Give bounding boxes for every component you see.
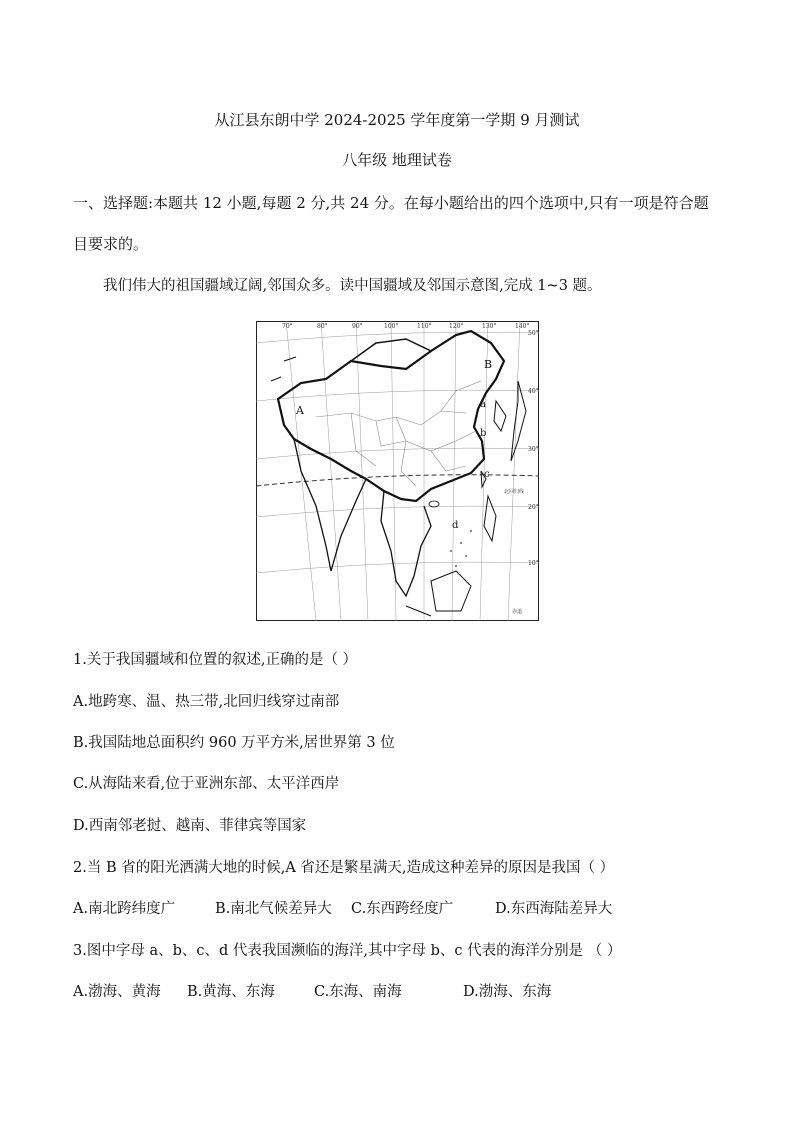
map-letter-b: b	[480, 428, 487, 439]
equator-label: 赤道	[512, 609, 523, 615]
question-1-option-a[interactable]: A.地跨寒、温、热三带,北回归线穿过南部	[73, 694, 340, 710]
map-letter-B: B	[484, 358, 493, 371]
question-1-option-d[interactable]: D.西南邻老挝、越南、菲律宾等国家	[73, 818, 307, 834]
question-3-option-c[interactable]: C.东海、南海	[314, 984, 402, 1000]
question-2-option-a[interactable]: A.南北跨纬度广	[73, 901, 176, 917]
lon-label: 140°	[515, 323, 530, 330]
lon-label: 120°	[449, 323, 464, 330]
china-territory-map	[256, 321, 539, 621]
lon-label: 130°	[482, 323, 497, 330]
lon-label: 70°	[282, 323, 293, 330]
lat-label: 20°	[528, 504, 539, 511]
question-2-stem: 2.当 B 省的阳光洒满大地的时候,A 省还是繁星满天,造成这种差异的原因是我国（ ）	[73, 860, 615, 876]
lat-label: 50°	[528, 330, 539, 337]
question-2-option-c[interactable]: C.东西跨经度广	[351, 901, 454, 917]
question-group-intro: 我们伟大的祖国疆域辽阔,邻国众多。读中国疆域及邻国示意图,完成 1~3 题。	[103, 278, 602, 294]
map-letter-d: d	[452, 520, 459, 531]
question-2-option-b[interactable]: B.南北气候差异大	[215, 901, 332, 917]
lon-label: 100°	[384, 323, 399, 330]
question-3-option-d[interactable]: D.渤海、东海	[463, 984, 552, 1000]
map-letter-a: a	[480, 399, 486, 410]
question-3-option-a[interactable]: A.渤海、黄海	[73, 984, 161, 1000]
lon-label: 80°	[317, 323, 328, 330]
lat-label: 30°	[528, 446, 539, 453]
question-1-stem: 1.关于我国疆域和位置的叙述,正确的是（ ）	[73, 652, 358, 668]
exam-title: 从江县东朗中学 2024-2025 学年度第一学期 9 月测试	[214, 111, 580, 129]
map-letter-c: c	[484, 469, 490, 480]
section-heading-line1: 一、选择题:本题共 12 小题,每题 2 分,共 24 分。在每小题给出的四个选项中,只有一项是符合题	[73, 194, 709, 212]
map-letter-A: A	[296, 404, 304, 417]
lon-label: 90°	[352, 323, 363, 330]
question-1-option-b[interactable]: B.我国陆地总面积约 960 万平方米,居世界第 3 位	[73, 735, 395, 751]
section-heading-line2: 目要求的。	[73, 235, 149, 253]
lat-label: 40°	[528, 388, 539, 395]
lon-label: 110°	[417, 323, 432, 330]
question-3-option-b[interactable]: B.黄海、东海	[187, 984, 275, 1000]
lat-label: 10°	[528, 560, 539, 567]
tropic-label: 北回归线	[504, 489, 525, 495]
question-2-option-d[interactable]: D.东西海陆差异大	[495, 901, 613, 917]
question-1-option-c[interactable]: C.从海陆来看,位于亚洲东部、太平洋西岸	[73, 776, 340, 792]
question-3-stem: 3.图中字母 a、b、c、d 代表我国濒临的海洋,其中字母 b、c 代表的海洋分别是 （ ）	[73, 943, 622, 959]
exam-subtitle: 八年级 地理试卷	[342, 151, 452, 169]
